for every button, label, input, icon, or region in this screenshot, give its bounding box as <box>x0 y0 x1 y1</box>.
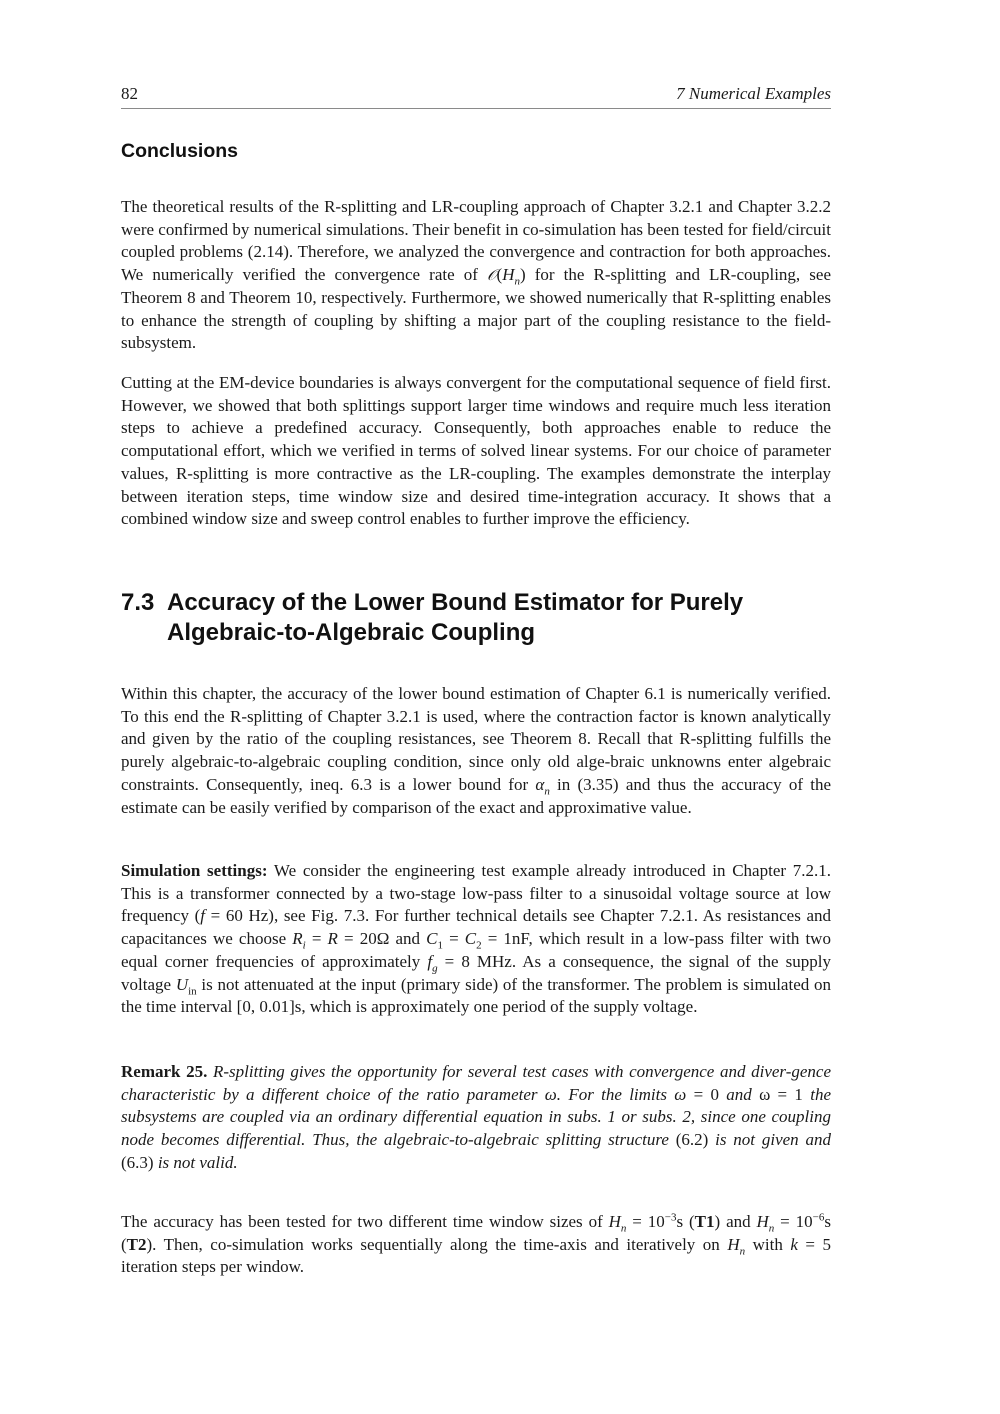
section-title-line-2: Algebraic-to-Algebraic Coupling <box>167 619 536 646</box>
conclusions-heading: Conclusions <box>121 140 239 162</box>
accuracy-paragraph: The accuracy has been tested for two different time window sizes of $H_n = 10^{-3}s$ (T1) and $H_n = 10^{-6}s$ (T2). Then, co-simulation works sequentially along the time-axis and iteratively on $H_n$ with k = 5 iteration steps per window. <box>121 1211 831 1277</box>
conclusions-paragraph-2: Cutting at the EM-device boundaries is always convergent for the computational sequence of field first. However, we showed that both splittings support larger time windows and require much less iteration steps to achieve a predefined accuracy. Consequently, both approaches enable to reduce the computational effort, which we verified in terms of solved linear systems. For our choice of parameter values, R-splitting is more contractive as the LR-coupling. The examples demonstrate the interplay between iteration steps, time window size and desired time-integration accuracy. It shows that a combined window size and sweep control enables to further improve the efficiency. <box>121 373 831 529</box>
section-title-line-1: Accuracy of the Lower Bound Estimator for Purely <box>167 589 744 616</box>
page-number: 82 <box>121 84 138 103</box>
section-heading <box>121 588 831 648</box>
simulation-settings-paragraph: Simulation settings: We consider the engineering test example already introduced in Chapter 7.2.1. This is a transformer connected by a two-stage low-pass filter to a sinusoidal voltage source at low frequency (f = 60 Hz), see Fig. 7.3. For further technical details see Chapter 7.2.1. As resistances and capacitances we choose $R_i = R = 20\Omega$ and $C_1 = C_2 = 1nF$, which result in a low-pass filter with two equal corner frequencies of approximately $f_g = 8$ MHz. As a consequence, the signal of the supply voltage $U_{in}$ is not attenuated at the input (primary side) of the transformer. The problem is simulated on the time interval [0, 0.01]s, which is approximately one period of the supply voltage. <box>121 861 832 1017</box>
conclusions-paragraph-1: The theoretical results of the R-splitting and LR-coupling approach of Chapter 3.2.1 and Chapter 3.2.2 were confirmed by numerical simulations. Their benefit in co-simulation has been tested for field/circuit coupled problems (2.14). Therefore, we analyzed the convergence and contraction for both approaches. We numerically verified the convergence rate of $𝒪(H_n)$ for the R-splitting and LR-coupling, see Theorem 8 and Theorem 10, respectively. Furthermore, we showed numerically that R-splitting enables to enhance the strength of coupling by shifting a major part of the coupling resistance to the field-subsystem. <box>121 197 832 353</box>
section-number: 7.3 <box>121 589 155 616</box>
remark-25: Remark 25. R-splitting gives the opportunity for several test cases with convergence and diver-gence characteristic by a different choice of the ratio parameter ω. For the limits ω = 0 and ω = 1 the subsystems are coupled via an ordinary differential equation in subs. 1 or subs. 2, since one coupling node becomes differential. Thus, the algebraic-to-algebraic splitting structure (6.2) is not given and (6.3) is not valid. <box>121 1062 832 1172</box>
running-header <box>121 84 831 109</box>
section-paragraph-intro: Within this chapter, the accuracy of the lower bound estimation of Chapter 6.1 is numerically verified. To this end the R-splitting of Chapter 3.2.1 is used, where the contraction factor is known analytically and given by the ratio of the coupling resistances, see Theorem 8. Recall that R-splitting fulfills the purely algebraic-to-algebraic coupling condition, since only old alge-braic unknowns enter algebraic constraints. Consequently, ineq. 6.3 is a lower bound for $\alpha_n$ in (3.35) and thus the accuracy of the estimate can be easily verified by comparison of the exact and approximative value. <box>121 684 831 817</box>
chapter-title: 7 Numerical Examples <box>676 84 831 103</box>
